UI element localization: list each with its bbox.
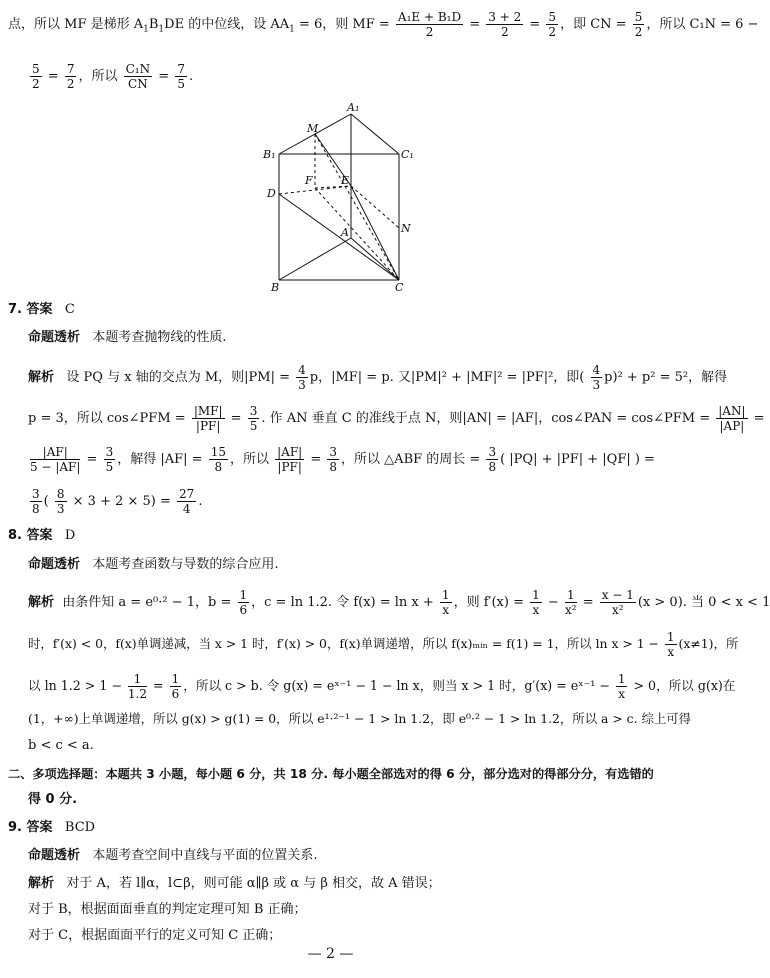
q9-answer-line <box>8 819 95 837</box>
q7-jie-line3: $\frac{|AF|}{5 - |AF|}$ = $\frac{3}{5}$ ，解得 |AF| = $\frac{15}{8}$ ，所以 $\frac{|AF|}{|PF|}$ = $\frac{3}{8}$ ，所以 △ABF 的周长 = $\frac{3}{8}$ ( |PQ| + |PF| + |QF| ) = <box>30 445 655 474</box>
dashed-de <box>279 186 351 194</box>
fraction: $\frac{|AF|}{|PF|}$ <box>277 445 303 474</box>
q7-jie-line4: $\frac{3}{8}$ ( $\frac{8}{3}$ × 3 + 2 × 5) = $\frac{27}{4}$ . <box>32 487 203 516</box>
section-label: 命题透析 <box>28 848 81 863</box>
text: 本题考查空间中直线与平面的位置关系. <box>92 848 318 863</box>
answer-value: D <box>64 528 76 543</box>
fraction: $\frac{15}{8}$ <box>210 445 226 474</box>
label-c: C <box>395 281 404 294</box>
fraction: $\frac{5}{2}$ <box>32 62 40 91</box>
answer-heading: 8. 答案 <box>8 528 53 543</box>
q7-jie-line1: 解析 设 PQ 与 x 轴的交点为 M，则|PM| = $\frac{4}{3}$ p，|MF| = p. 又|PM|² + |MF|² = |PF|²，即( $\frac{4}{3}$ p)² + p² = 5²，解得 <box>28 363 728 392</box>
fraction: $\frac{\text{C₁N}}{CN}$ <box>125 62 151 91</box>
q8-jie-line3: 以 ln 1.2 > 1 − $\frac{1}{1.2}$ = $\frac{1}{6}$ ，所以 c > b. 令 g(x) = eˣ⁻¹ − 1 − ln x，则当 x > 1 时，g′(x) = eˣ⁻¹ − $\frac{1}{x}$ > 0，所以 g(x)在 <box>28 672 736 701</box>
label-e: E <box>341 174 350 187</box>
fraction: $\frac{1}{6}$ <box>239 588 248 617</box>
fraction: $\frac{1}{6}$ <box>171 672 180 701</box>
q7-tou <box>28 329 227 347</box>
section-label: 解析 <box>28 595 55 610</box>
dashed-mc <box>315 134 399 280</box>
q7-answer-line <box>8 301 75 319</box>
section-label: 命题透析 <box>28 330 81 345</box>
fraction: $\frac{1}{\text{x²}}$ <box>564 588 577 617</box>
section-label: 解析 <box>28 370 55 385</box>
label-d: D <box>267 187 276 200</box>
answer-value: BCD <box>64 820 96 835</box>
answer-heading: 9. 答案 <box>8 820 53 835</box>
fraction: $\frac{|AF|}{5 - |AF|}$ <box>30 445 81 474</box>
text: ，所以 C₁N = 6 − <box>646 17 759 32</box>
fraction: $\frac{x - 1}{\text{x²}}$ <box>601 588 634 617</box>
section2-heading-cont: 得 0 分. <box>28 792 78 807</box>
q8-jie-line2: 时，f′(x) < 0，f(x)单调递减，当 x > 1 时，f′(x) > 0，f(x)单调递增，所以 f(x)ₘᵢₙ = f(1) = 1，所以 ln x > 1 − $\frac{1}{x}$ (x≠1)，所 <box>28 630 739 659</box>
fraction: $\frac{3}{8}$ <box>32 487 40 516</box>
edge-ba <box>279 238 351 280</box>
fraction: $\frac{5}{2}$ <box>548 10 557 39</box>
fraction: $\frac{5}{2}$ <box>634 10 643 39</box>
text: = <box>529 17 541 32</box>
label-a1: A₁ <box>347 101 360 114</box>
q8-jie-line1: 解析 由条件知 a = e⁰·² − 1，b = $\frac{1}{6}$ ，c = ln 1.2. 令 f(x) = ln x + $\frac{1}{x}$ ，则 f′(x) = $\frac{1}{x}$ − $\frac{1}{\text{x²}}$ = $\frac{x - 1}{\text{x²}}$ (x > 0). 当 0 < x < 1 <box>28 588 770 617</box>
fraction: $\frac{7}{2}$ <box>66 62 75 91</box>
q8-jie-line5: b < c < a. <box>28 738 94 753</box>
fraction: $\frac{27}{4}$ <box>179 487 195 516</box>
q9-jie-line2: 对于 B，根据面面垂直的判定定理可知 B 正确； <box>28 902 307 917</box>
section-label: 解析 <box>28 876 55 891</box>
fraction: $\frac{8}{3}$ <box>56 487 65 516</box>
fraction: $\frac{7}{5}$ <box>177 62 185 91</box>
fraction: $\frac{4}{3}$ <box>592 363 601 392</box>
edge-a1c1 <box>351 114 399 154</box>
text: 本题考查抛物线的性质. <box>92 330 227 345</box>
text: = <box>469 17 481 32</box>
q8-answer-line <box>8 527 75 545</box>
q9-tou <box>28 847 318 865</box>
label-b1: B₁ <box>263 148 276 161</box>
prism-figure <box>255 98 425 293</box>
p6-line1: 点，所以 MF 是梯形 $A_1B_1DE$ 的中位线，设 $AA_1 = 6$，则 MF = $\frac{\text{A₁E + B₁D}}{2}$ = $\frac{3 + 2}{2}$ = $\frac{5}{2}$ ，即 CN = $\frac{5}{2}$ ，所以 C₁N = 6 − <box>8 10 759 39</box>
fraction: $\frac{1}{x}$ <box>617 672 626 701</box>
label-c1: C₁ <box>401 148 414 161</box>
fraction: $\frac{3}{8}$ <box>329 445 338 474</box>
fraction: $\frac{1}{x}$ <box>441 588 450 617</box>
dashed-fc <box>315 188 399 280</box>
label-f: F <box>305 174 313 187</box>
edge-dc <box>279 194 399 280</box>
p6-line2: $\frac{5}{2}$ = $\frac{7}{2}$ ，所以 $\frac{\text{C₁N}}{CN}$ = $\frac{7}{5}$ . <box>32 62 194 91</box>
fraction: $\frac{4}{3}$ <box>298 363 306 392</box>
answer-value: C <box>64 302 75 317</box>
fraction: $\frac{1}{x}$ <box>666 630 675 659</box>
fraction: $\frac{3}{5}$ <box>249 404 258 433</box>
edge-ec <box>351 186 399 280</box>
dashed-en <box>351 186 399 228</box>
label-b: B <box>271 281 280 294</box>
text: DE 的中位线，设 AA <box>164 17 290 32</box>
section-label: 命题透析 <box>28 557 81 572</box>
fraction: $\frac{|AN|}{|AP|}$ <box>718 404 746 433</box>
text: 点，所以 MF 是梯形 A <box>8 17 144 32</box>
text: 本题考查函数与导数的综合应用. <box>92 557 279 572</box>
fraction: $\frac{3 + 2}{2}$ <box>488 10 522 39</box>
q9-jie-line3: 对于 C，根据面面平行的定义可知 C 正确； <box>28 928 282 943</box>
fraction: $\frac{\text{A₁E + B₁D}}{2}$ <box>397 10 462 39</box>
section2-heading: 二、多项选择题：本题共 3 小题，每小题 6 分，共 18 分. 每小题全部选对的得 6 分，部分选对的得部分分，有选错的 <box>8 767 654 781</box>
text: ，即 CN = <box>560 17 627 32</box>
label-m: M <box>307 122 319 135</box>
q7-jie-line2: p = 3，所以 cos∠PFM = $\frac{|MF|}{|PF|}$ = $\frac{3}{5}$ . 作 AN 垂直 C 的准线于点 N，则|AN| = |AF|，cos∠PAN = cos∠PFM = $\frac{|AN|}{|AP|}$ = <box>28 404 765 433</box>
q8-tou <box>28 556 279 574</box>
answer-heading: 7. 答案 <box>8 302 53 317</box>
fraction: $\frac{1}{x}$ <box>532 588 540 617</box>
fraction: $\frac{3}{5}$ <box>105 445 114 474</box>
fraction: $\frac{3}{8}$ <box>488 445 497 474</box>
label-n: N <box>401 222 411 235</box>
text: B <box>148 17 159 32</box>
text: = 6，则 MF = <box>294 17 390 32</box>
label-a: A <box>341 226 349 239</box>
fraction: $\frac{1}{1.2}$ <box>127 672 148 701</box>
fraction: $\frac{|MF|}{|PF|}$ <box>193 404 223 433</box>
q9-jie-line1: 解析 对于 A，若 l∥α，l⊂β，则可能 α∥β 或 α 与 β 相交，故 A 错误； <box>28 876 441 891</box>
q8-jie-line4: (1，+∞)上单调递增，所以 g(x) > g(1) = 0，所以 e¹·²⁻¹ − 1 > ln 1.2，即 e⁰·² − 1 > ln 1.2，所以 a > c. 综上可得 <box>28 711 692 726</box>
edge-ac <box>351 238 399 280</box>
page-number: — 2 — <box>307 946 354 962</box>
